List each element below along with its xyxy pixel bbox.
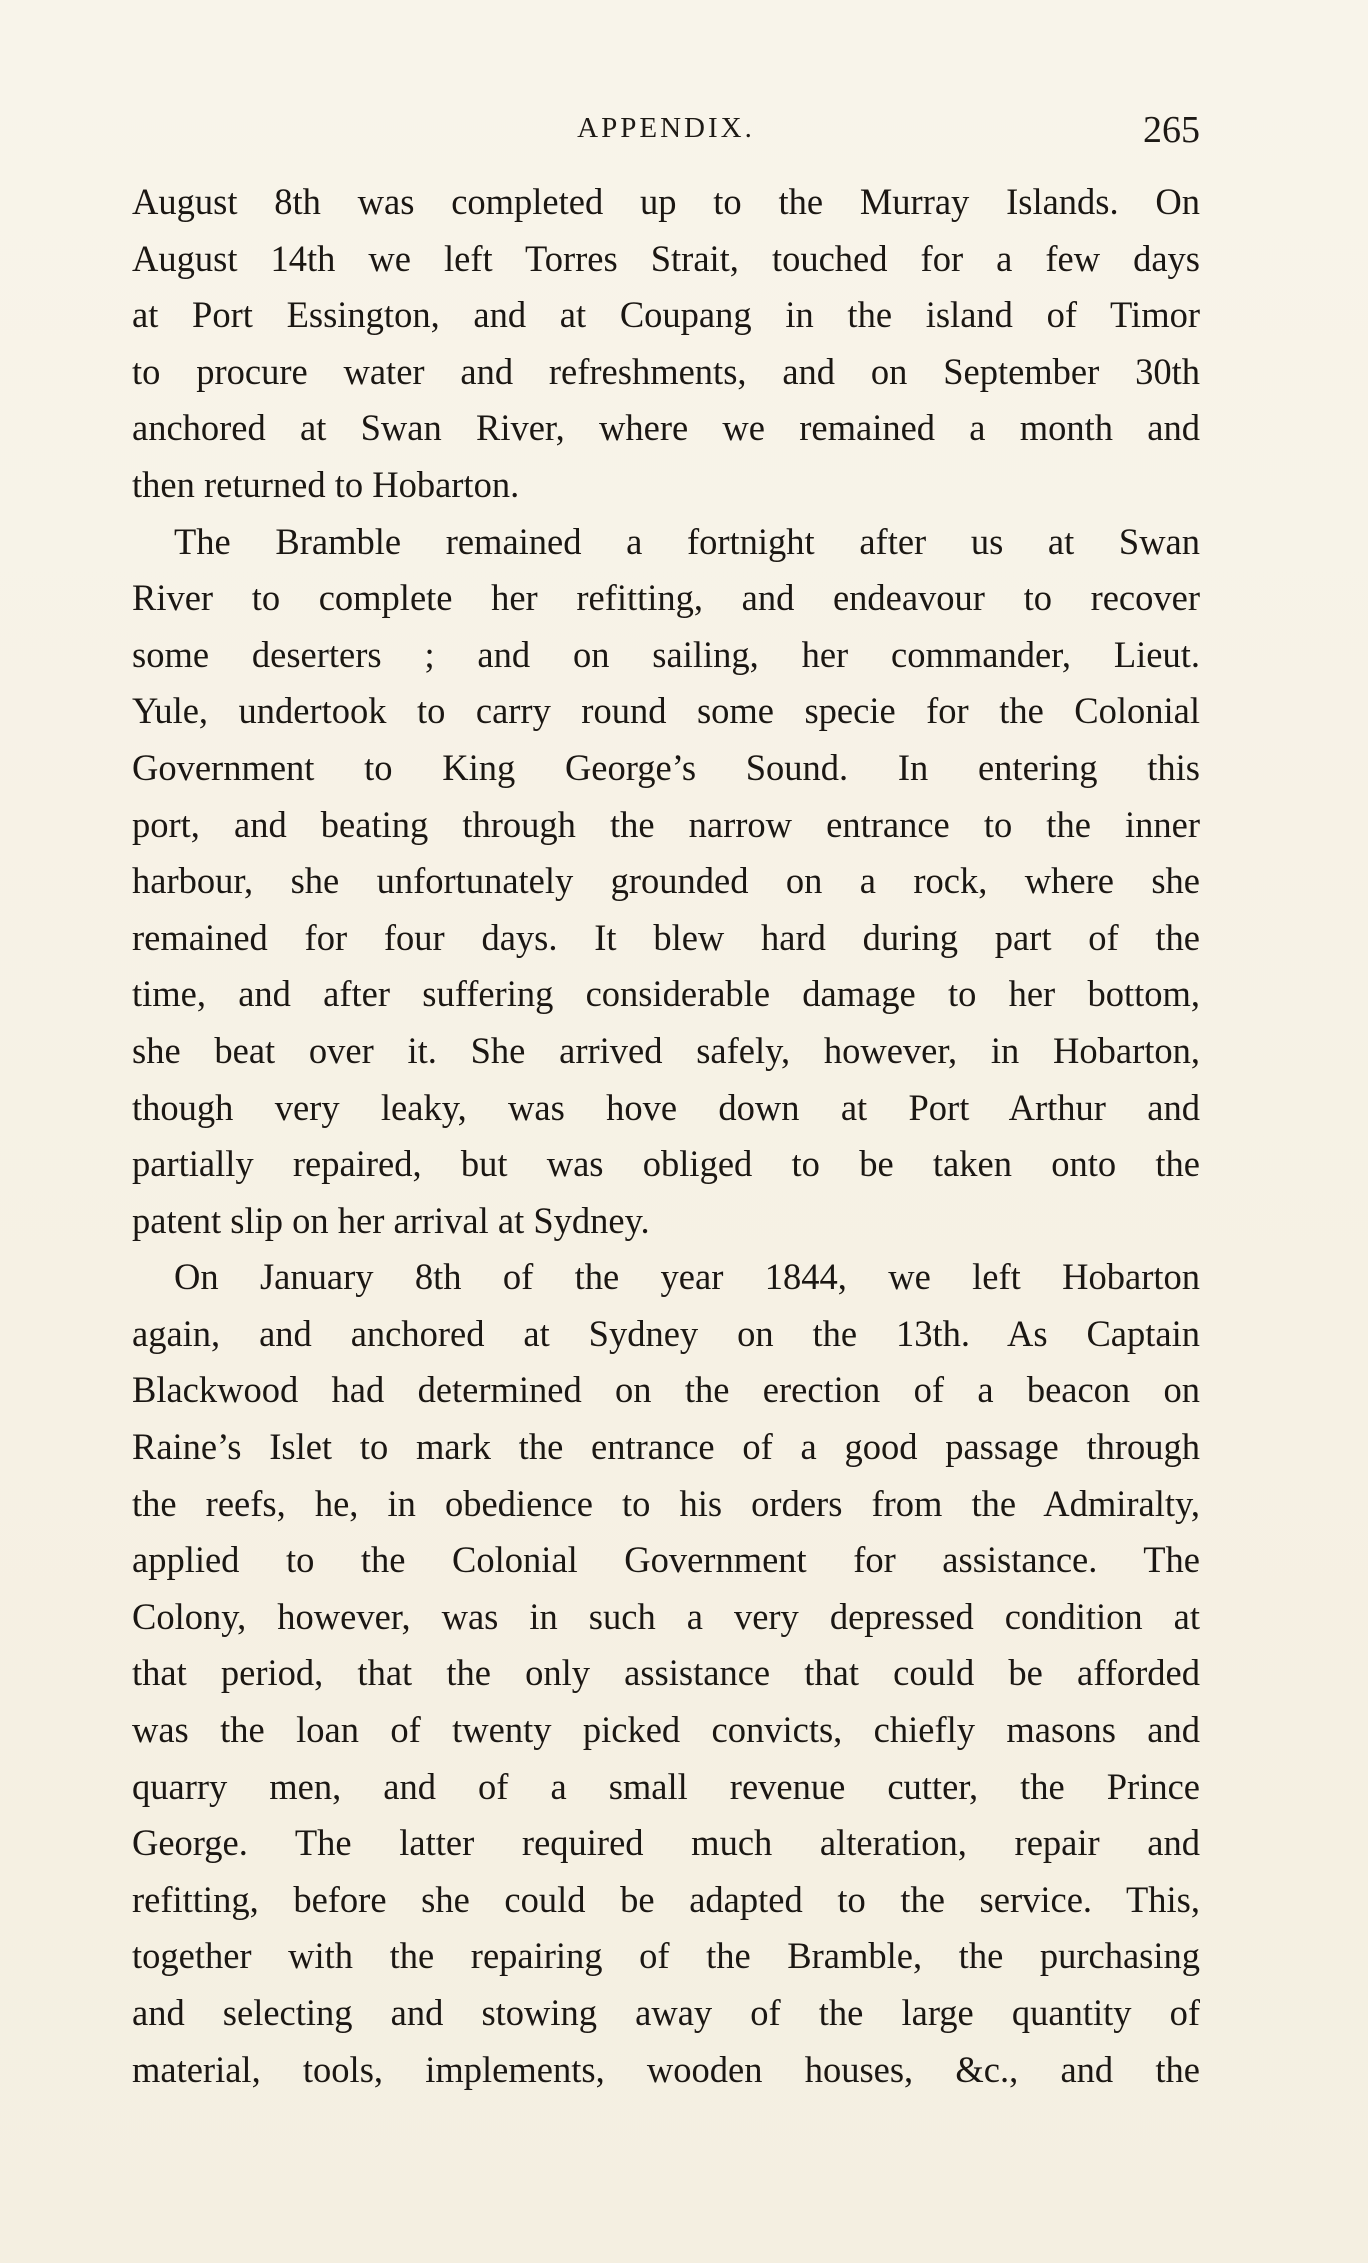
text-line: at Port Essington, and at Coupang in the island of Timor — [132, 294, 1200, 336]
text-line: George. The latter required much alteration, repair and — [132, 1822, 1200, 1864]
text-line: Colony, however, was in such a very depressed condition at — [132, 1595, 1200, 1637]
text-line: then returned to Hobarton. — [132, 463, 520, 505]
text-line: quarry men, and of a small revenue cutter, the Prince — [132, 1765, 1200, 1807]
text-line: anchored at Swan River, where we remained a month and — [132, 407, 1200, 449]
page-header — [132, 108, 1200, 151]
text-line: applied to the Colonial Government for assistance. The — [132, 1539, 1200, 1581]
running-head: APPENDIX. — [577, 112, 755, 144]
page-number: 265 — [1143, 109, 1200, 151]
text-line: time, and after suffering considerable damage to her bottom, — [132, 973, 1200, 1015]
text-line: Government to King George’s Sound. In entering this — [132, 746, 1200, 788]
text-line: Raine’s Islet to mark the entrance of a good passage through — [132, 1426, 1200, 1468]
text-line: refitting, before she could be adapted to the service. This, — [132, 1878, 1200, 1920]
text-line: partially repaired, but was obliged to be taken onto the — [132, 1143, 1200, 1185]
text-line: August 14th we left Torres Strait, touched for a few days — [132, 237, 1200, 279]
text-line: remained for four days. It blew hard during part of the — [132, 916, 1200, 958]
text-line: harbour, she unfortunately grounded on a rock, where she — [132, 860, 1200, 902]
text-line: August 8th was completed up to the Murray Islands. On — [132, 181, 1200, 222]
text-line: she beat over it. She arrived safely, however, in Hobarton, — [132, 1029, 1200, 1071]
text-line: was the loan of twenty picked convicts, chiefly masons and — [132, 1709, 1200, 1751]
text-line: though very leaky, was hove down at Port Arthur and — [132, 1086, 1200, 1128]
text-line: River to complete her refitting, and endeavour to recover — [132, 577, 1200, 619]
text-line: the reefs, he, in obedience to his orders from the Admiralty, — [132, 1482, 1200, 1524]
text-line: together with the repairing of the Bramble, the purchasing — [132, 1935, 1200, 1977]
text-line: and selecting and stowing away of the large quantity of — [132, 1992, 1200, 2033]
text-line: On January 8th of the year 1844, we left Hobarton — [174, 1256, 1200, 1298]
text-line: to procure water and refreshments, and on September 30th — [132, 350, 1200, 392]
text-line: that period, that the only assistance that could be afforded — [132, 1652, 1200, 1694]
text-line: again, and anchored at Sydney on the 13th. As Captain — [132, 1312, 1200, 1354]
text-line: port, and beating through the narrow entrance to the inner — [132, 803, 1200, 845]
text-line: Blackwood had determined on the erection of a beacon on — [132, 1369, 1200, 1411]
text-line: some deserters ; and on sailing, her commander, Lieut. — [132, 633, 1200, 675]
text-line: patent slip on her arrival at Sydney. — [132, 1199, 650, 1241]
text-line: material, tools, implements, wooden houses, &c., and the — [132, 2048, 1200, 2090]
body-text — [132, 174, 1200, 2098]
text-line: Yule, undertook to carry round some specie for the Colonial — [132, 690, 1200, 732]
text-line: The Bramble remained a fortnight after us at Swan — [174, 520, 1200, 562]
